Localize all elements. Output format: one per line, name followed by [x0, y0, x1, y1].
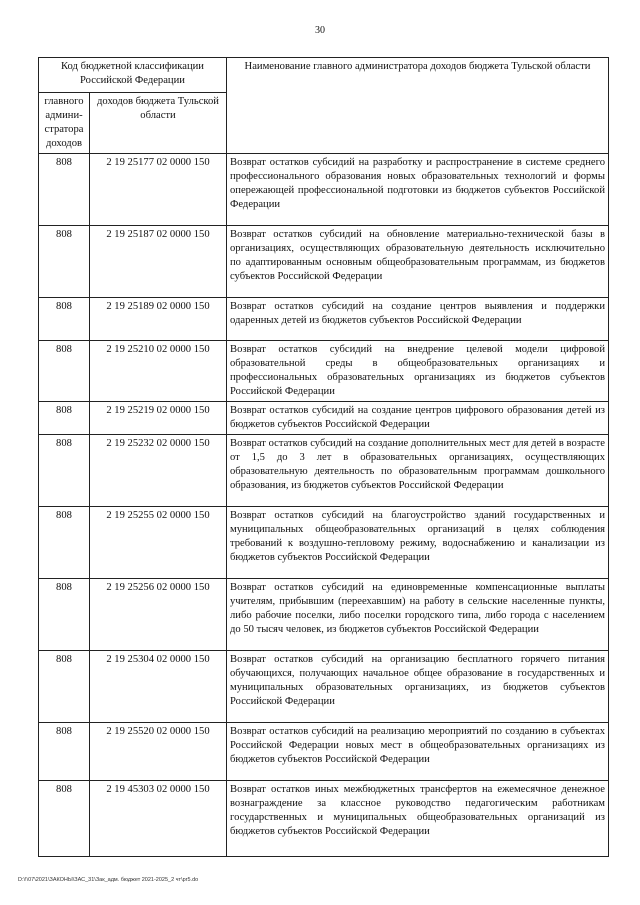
- admin-code-cell: 808: [39, 579, 90, 651]
- table-row: [39, 507, 609, 579]
- revenue-code-cell: 2 19 25189 02 0000 150: [90, 298, 227, 341]
- admin-code-cell: 808: [39, 341, 90, 402]
- admin-code-cell: 808: [39, 435, 90, 507]
- revenue-name-cell: Возврат остатков субсидий на организацию бесплатного горячего питания обучающихся, получающих начальное общее образование в государственных и муниципальных образовательных организациях, из бюджетов субъектов Российской Федерации: [227, 651, 609, 723]
- revenue-name-cell: Возврат остатков субсидий на реализацию мероприятий по созданию в субъектах Российской Федерации новых мест в общеобразовательных организациях из бюджетов субъектов Российской Федерации: [227, 723, 609, 781]
- admin-code-cell: 808: [39, 226, 90, 298]
- revenue-code-cell: 2 19 25256 02 0000 150: [90, 579, 227, 651]
- admin-code-cell: 808: [39, 781, 90, 857]
- revenue-code-cell: 2 19 25210 02 0000 150: [90, 341, 227, 402]
- admin-code-cell: 808: [39, 154, 90, 226]
- table-row: [39, 154, 609, 226]
- table-row: [39, 402, 609, 435]
- revenue-name-cell: Возврат остатков иных межбюджетных трансфертов на ежемесячное денежное вознаграждение за классное руководство педагогическим работникам государственных и муниципальных общеобразовательных организаций из бюджетов субъектов Российской Федерации: [227, 781, 609, 857]
- table-row: [39, 651, 609, 723]
- table-row: [39, 579, 609, 651]
- revenue-administrators-table: [38, 57, 609, 857]
- administrator-name-header: Наименование главного администратора доходов бюджета Тульской области: [227, 58, 609, 154]
- revenue-name-cell: Возврат остатков субсидий на создание дополнительных мест для детей в возрасте от 1,5 до 3 лет в образовательных организациях, осуществляющих образовательную деятельность по образовательным программам дошкольного образования, из бюджетов субъектов Российской Федерации: [227, 435, 609, 507]
- table-row: [39, 298, 609, 341]
- table-row: [39, 341, 609, 402]
- admin-code-cell: 808: [39, 507, 90, 579]
- revenue-code-cell: 2 19 45303 02 0000 150: [90, 781, 227, 857]
- table-row: [39, 226, 609, 298]
- table-row: [39, 723, 609, 781]
- table-row: [39, 435, 609, 507]
- revenue-name-cell: Возврат остатков субсидий на разработку и распространение в системе среднего профессионального образования новых образовательных технологий и формы опережающей профессиональной подготовки из бюджетов субъектов Российской Федерации: [227, 154, 609, 226]
- revenue-name-cell: Возврат остатков субсидий на благоустройство зданий государственных и муниципальных общеобразовательных организаций в целях соблюдения требований к воздушно-тепловому режиму, водоснабжению и канализации из бюджетов субъектов Российской Федерации: [227, 507, 609, 579]
- revenue-name-cell: Возврат остатков субсидий на внедрение целевой модели цифровой образовательной среды в общеобразовательных организациях и профессиональных образовательных организациях из бюджетов субъектов Российской Федерации: [227, 341, 609, 402]
- admin-code-cell: 808: [39, 298, 90, 341]
- admin-code-cell: 808: [39, 651, 90, 723]
- page-number: 30: [315, 25, 325, 36]
- revenue-code-cell: 2 19 25520 02 0000 150: [90, 723, 227, 781]
- admin-code-cell: 808: [39, 723, 90, 781]
- revenue-code-cell: 2 19 25304 02 0000 150: [90, 651, 227, 723]
- classification-code-header: Код бюджетной классификации Российской Федерации: [39, 58, 227, 93]
- admin-code-cell: 808: [39, 402, 90, 435]
- revenue-name-cell: Возврат остатков субсидий на единовременные компенсационные выплаты учителям, прибывшим (переехавшим) на работу в сельские населенные пункты, либо рабочие поселки, либо поселки городского типа, либо города с населением до 50 тысяч человек, из бюджетов субъектов Российской Федерации: [227, 579, 609, 651]
- revenue-code-cell: 2 19 25177 02 0000 150: [90, 154, 227, 226]
- revenue-code-cell: 2 19 25219 02 0000 150: [90, 402, 227, 435]
- table-row: [39, 781, 609, 857]
- revenue-code-cell: 2 19 25187 02 0000 150: [90, 226, 227, 298]
- chief-administrator-header: главного админи-стратора доходов: [39, 93, 90, 154]
- revenue-name-cell: Возврат остатков субсидий на создание центров выявления и поддержки одаренных детей из бюджетов субъектов Российской Федерации: [227, 298, 609, 341]
- regional-revenue-header: доходов бюджета Тульской области: [90, 93, 227, 154]
- table-header-row: [39, 58, 609, 93]
- revenue-name-cell: Возврат остатков субсидий на создание центров цифрового образования детей из бюджетов субъектов Российской Федерации: [227, 402, 609, 435]
- file-path-footer: D:\!\07\2021\ЗАКОНЫ\ЗАС_31\Зак_адм. бюджет 2021-2025_2 чт\pr5.do: [18, 877, 199, 883]
- revenue-code-cell: 2 19 25232 02 0000 150: [90, 435, 227, 507]
- revenue-code-cell: 2 19 25255 02 0000 150: [90, 507, 227, 579]
- revenue-name-cell: Возврат остатков субсидий на обновление материально-технической базы в организациях, осуществляющих образовательную деятельность исключительно по адаптированным основным общеобразовательным программам, из бюджетов субъектов Российской Федерации: [227, 226, 609, 298]
